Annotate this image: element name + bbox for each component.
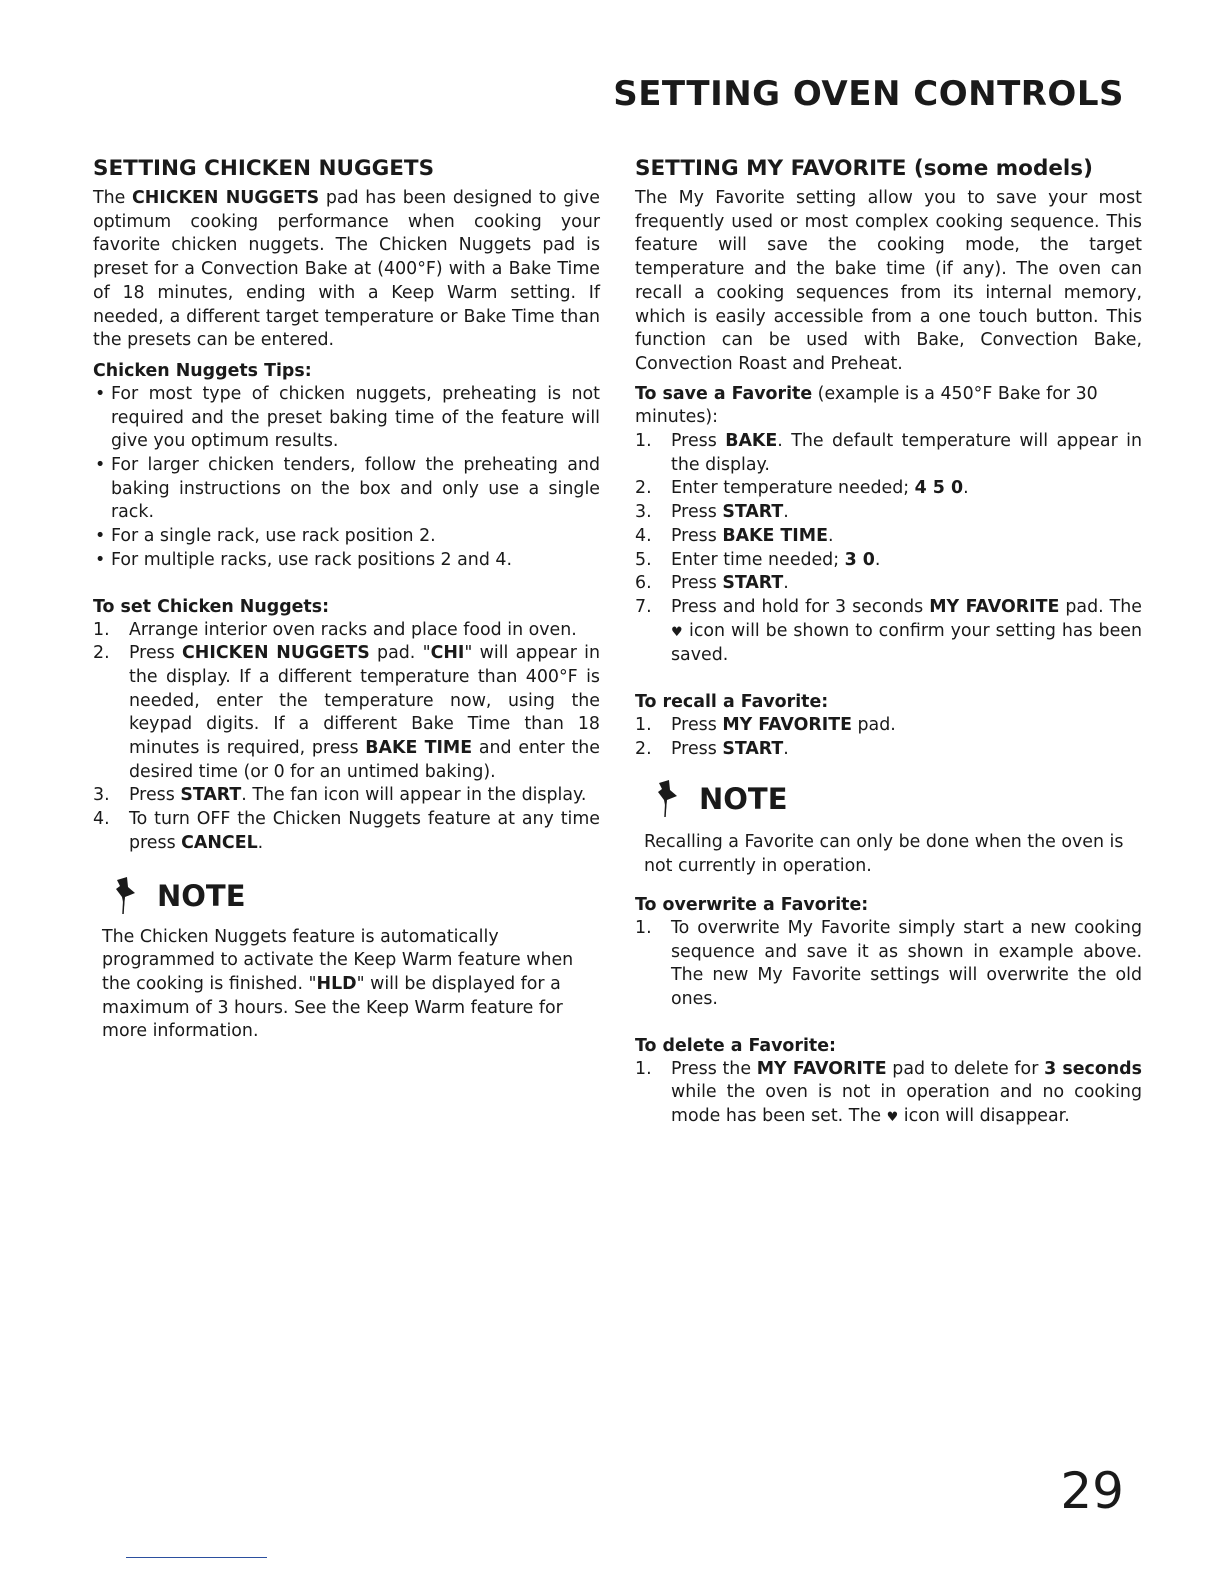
my-favorite-intro bbox=[635, 187, 1142, 377]
bold-text: START bbox=[722, 502, 784, 523]
text-run: Press bbox=[671, 715, 723, 736]
save-favorite-intro bbox=[635, 383, 1142, 430]
text-run: pad has been designed to give optimum cooking performance when cooking your favorite chicken nuggets. The Chicken Nuggets pad is preset for a Convection Bake at (400°F) with a Bake Time of 18 minutes, ending with a Keep Warm setting. If needed, a different target temperature or Bake Time than the presets can be entered. bbox=[93, 188, 600, 351]
list-item bbox=[93, 619, 600, 643]
text-run: Recalling a Favorite can only be done when the oven is not currently in operation. bbox=[644, 832, 1124, 877]
step-number: 1. bbox=[93, 619, 110, 640]
save-favorite-steps bbox=[635, 430, 1142, 668]
pushpin-icon bbox=[111, 876, 141, 916]
bold-text: HLD bbox=[316, 973, 357, 994]
heart-icon: ♥ bbox=[886, 1110, 899, 1126]
bold-text: MY FAVORITE bbox=[929, 596, 1060, 617]
bold-text: BAKE TIME bbox=[722, 525, 828, 546]
chicken-nuggets-intro bbox=[93, 187, 600, 353]
text-run: and enter the desired time (or 0 for an untimed baking). bbox=[129, 738, 600, 782]
page-header: SETTING OVEN CONTROLS bbox=[613, 74, 1124, 114]
text-run: Press the bbox=[671, 1058, 757, 1079]
tips-title: Chicken Nuggets Tips: bbox=[93, 360, 312, 381]
chicken-note-text bbox=[93, 926, 600, 1045]
text-run: . bbox=[827, 525, 834, 546]
delete-favorite-title: To delete a Favorite: bbox=[635, 1035, 836, 1056]
bold-text: BAKE TIME bbox=[365, 738, 473, 759]
text-run: Press bbox=[671, 502, 723, 523]
step-number: 5. bbox=[635, 549, 652, 570]
text-run: icon will disappear. bbox=[898, 1106, 1070, 1127]
step-text bbox=[671, 501, 1142, 525]
text-run: The My Favorite setting allow you to save your most frequently used or most complex cooking sequence. This feature will save the cooking mode, the target temperature and the bake time (if any). The oven can recall a cooking sequences from its internal memory, which is easily accessible from a one touch button. This function can be used with Bake, Convection Bake, Convection Roast and Preheat. bbox=[635, 188, 1142, 374]
step-text bbox=[129, 619, 600, 643]
bold-text: 4 5 0 bbox=[914, 478, 964, 499]
bold-text: To save a Favorite bbox=[635, 383, 813, 404]
text-run: Press bbox=[671, 525, 723, 546]
step-number: 2. bbox=[635, 478, 652, 499]
text-run: . bbox=[963, 478, 969, 499]
step-text bbox=[671, 477, 1142, 501]
list-item: • For larger chicken tenders, follow the preheating and baking instructions on the box and only use a single rack. bbox=[93, 454, 600, 525]
chicken-nuggets-title: SETTING CHICKEN NUGGETS bbox=[93, 156, 435, 181]
text-run: The Chicken Nuggets feature is automatically programmed to activate the Keep Warm feature when the cooking is finished. " bbox=[102, 926, 574, 994]
text-run: Press and hold for 3 seconds bbox=[671, 596, 930, 617]
step-number: 6. bbox=[635, 573, 652, 594]
list-item bbox=[635, 572, 1142, 596]
text-run: . bbox=[874, 549, 881, 570]
bold-text: CHICKEN NUGGETS bbox=[182, 643, 370, 664]
delete-favorite-steps bbox=[635, 1058, 1142, 1130]
overwrite-favorite-title: To overwrite a Favorite: bbox=[635, 894, 869, 915]
recall-favorite-title: To recall a Favorite: bbox=[635, 692, 829, 713]
step-number: 3. bbox=[93, 785, 110, 806]
heart-icon: ♥ bbox=[671, 624, 684, 640]
bold-text: MY FAVORITE bbox=[756, 1058, 887, 1079]
left-column bbox=[93, 155, 600, 1044]
list-item bbox=[635, 549, 1142, 573]
tips-list bbox=[93, 383, 600, 573]
bold-text: 3 0 bbox=[844, 549, 875, 570]
bold-text: START bbox=[722, 738, 784, 759]
text-run: Enter time needed; bbox=[671, 549, 845, 570]
step-number: 3. bbox=[635, 502, 652, 523]
text-run: while the oven is not in operation and no cooking mode has been set. The bbox=[671, 1082, 1142, 1127]
text-run: icon will be shown to confirm your setting has been saved. bbox=[671, 620, 1142, 666]
list-item bbox=[93, 808, 600, 855]
text-run: To turn OFF the Chicken Nuggets feature at any time press bbox=[129, 809, 600, 853]
bold-text: CANCEL bbox=[181, 832, 258, 853]
footer-rule bbox=[126, 1557, 267, 1558]
text-run: Press bbox=[129, 785, 181, 806]
overwrite-favorite-steps bbox=[635, 917, 1142, 1012]
list-item: • For multiple racks, use rack positions 2 and 4. bbox=[93, 549, 600, 573]
step-number: 2. bbox=[635, 738, 652, 759]
step-text bbox=[671, 596, 1142, 668]
text-run: Press bbox=[671, 573, 723, 594]
list-item bbox=[635, 596, 1142, 668]
step-number: 1. bbox=[635, 917, 652, 938]
recall-favorite-steps bbox=[635, 714, 1142, 761]
bold-text: 3 seconds bbox=[1044, 1058, 1142, 1079]
chicken-nuggets-steps bbox=[93, 619, 600, 856]
list-item bbox=[635, 501, 1142, 525]
text-run: . bbox=[257, 832, 264, 853]
text-run: pad. bbox=[851, 715, 896, 736]
text-run: (example is a 450°F Bake for 30 minutes): bbox=[635, 383, 1098, 428]
text-run: To overwrite My Favorite simply start a new cooking sequence and save it as shown in example above. The new My Favorite settings will overwrite the old ones. bbox=[671, 917, 1142, 1009]
step-text bbox=[671, 917, 1142, 1012]
page-number: 29 bbox=[1060, 1462, 1124, 1520]
list-item bbox=[93, 784, 600, 808]
text-run: " will be displayed for a maximum of 3 hours. See the Keep Warm feature for more information. bbox=[102, 973, 563, 1042]
list-item bbox=[635, 477, 1142, 501]
step-text bbox=[671, 430, 1142, 477]
text-run: . bbox=[783, 502, 789, 523]
step-number: 1. bbox=[635, 715, 652, 736]
text-run: . The fan icon will appear in the display. bbox=[241, 785, 587, 806]
step-text bbox=[129, 784, 600, 808]
set-chicken-nuggets-title: To set Chicken Nuggets: bbox=[93, 596, 330, 617]
list-item bbox=[635, 738, 1142, 762]
bold-text: MY FAVORITE bbox=[722, 715, 852, 736]
text-run: Press bbox=[671, 431, 726, 452]
list-item bbox=[635, 525, 1142, 549]
list-item: • For most type of chicken nuggets, preheating is not required and the preset baking time of the feature will give you optimum results. bbox=[93, 383, 600, 454]
text-run: Enter temperature needed; bbox=[671, 478, 915, 499]
step-text bbox=[671, 525, 1142, 549]
step-number: 4. bbox=[93, 809, 110, 830]
text-run: . bbox=[783, 738, 789, 759]
step-text bbox=[671, 714, 1142, 738]
bold-text: START bbox=[722, 573, 784, 594]
favorite-note-text bbox=[635, 831, 1142, 878]
step-text bbox=[129, 808, 600, 855]
note-title: NOTE bbox=[157, 878, 246, 913]
list-item bbox=[635, 1058, 1142, 1130]
step-number: 4. bbox=[635, 525, 652, 546]
favorite-note-header bbox=[635, 779, 1142, 819]
step-text bbox=[671, 1058, 1142, 1130]
list-item bbox=[93, 642, 600, 784]
text-run: Press bbox=[671, 738, 723, 759]
step-number: 1. bbox=[635, 431, 652, 452]
list-item bbox=[635, 430, 1142, 477]
step-text bbox=[671, 738, 1142, 762]
chicken-note-header bbox=[93, 876, 600, 916]
text-run: Press bbox=[129, 643, 183, 664]
list-item: • For a single rack, use rack position 2. bbox=[93, 525, 600, 549]
bold-text: CHI bbox=[430, 643, 465, 664]
bold-text: START bbox=[180, 785, 242, 806]
step-text bbox=[671, 572, 1142, 596]
right-column bbox=[635, 155, 1142, 1130]
step-text bbox=[129, 642, 600, 784]
text-run: The bbox=[93, 188, 133, 208]
text-run: . bbox=[783, 573, 789, 594]
step-number: 2. bbox=[93, 643, 110, 664]
list-item bbox=[635, 714, 1142, 738]
text-run: " will appear in the display. If a different temperature than 400°F is needed, enter the temperature now, using the keypad digits. If a different Bake Time than 18 minutes is required, press bbox=[129, 643, 600, 759]
list-item bbox=[635, 917, 1142, 1012]
text-run: Arrange interior oven racks and place food in oven. bbox=[129, 619, 577, 640]
text-run: pad to delete for bbox=[886, 1058, 1045, 1079]
text-run: pad. The bbox=[1059, 596, 1143, 617]
step-number: 7. bbox=[635, 596, 652, 617]
bold-text: BAKE bbox=[725, 431, 778, 452]
step-number: 1. bbox=[635, 1058, 652, 1079]
text-run: pad. " bbox=[369, 643, 431, 664]
pushpin-icon bbox=[653, 779, 683, 819]
bold-text: CHICKEN NUGGETS bbox=[132, 188, 320, 208]
my-favorite-title: SETTING MY FAVORITE (some models) bbox=[635, 156, 1093, 181]
note-title: NOTE bbox=[699, 782, 788, 817]
text-run: . The default temperature will appear in the display. bbox=[671, 431, 1142, 475]
step-text bbox=[671, 549, 1142, 573]
